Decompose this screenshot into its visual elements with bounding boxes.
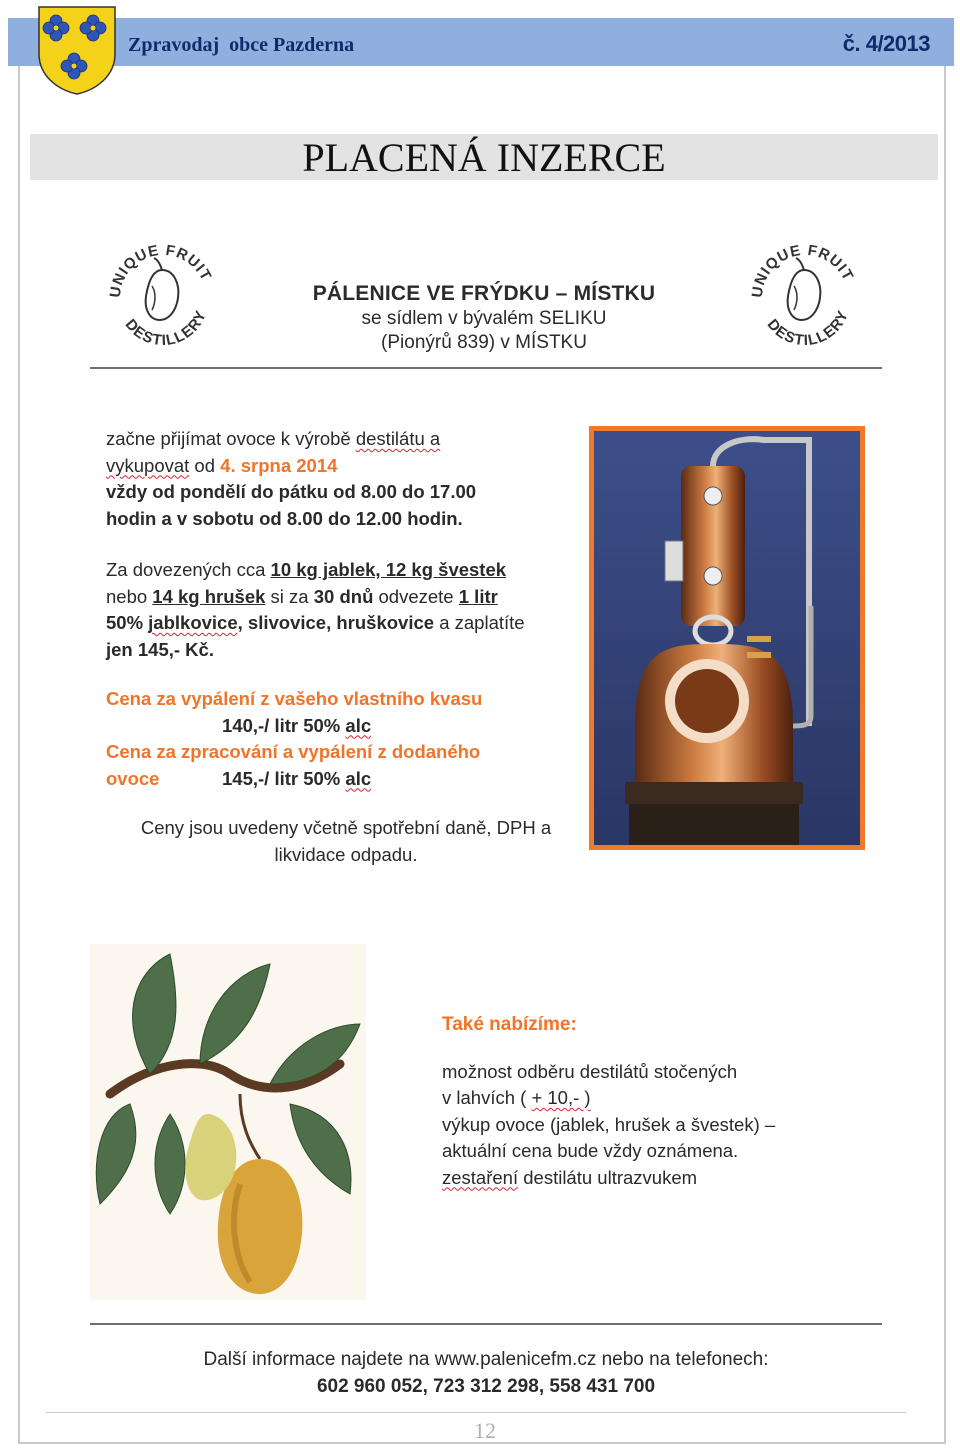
offer-part: Za dovezených cca [106, 559, 271, 580]
price-note [106, 815, 586, 868]
offer-part: 30 dnů [313, 585, 374, 607]
intro-part: destilátu a [355, 428, 441, 449]
coat-of-arms-icon [36, 4, 118, 96]
offer-part: si za [265, 585, 314, 607]
divider-top [90, 367, 882, 369]
page-frame-left [18, 66, 20, 1442]
svg-text:UNIQUE FRUIT: UNIQUE FRUIT [106, 241, 215, 299]
ad-title-line2: se sídlem v bývalém SELIKU [361, 308, 607, 329]
contact-phones: 602 960 052, 723 312 298, 558 431 700 [316, 1376, 656, 1397]
offer-part: 1 litr [458, 585, 498, 607]
ad-title-line1: PÁLENICE VE FRÝDKU – MÍSTKU [312, 282, 656, 305]
also-offering-item: + 10,- ) [531, 1087, 591, 1108]
offer-part: 14 kg hrušek [152, 585, 266, 607]
offer-part: 10 kg jablek, 12 kg švestek [270, 559, 507, 580]
also-offering-item: destilátu ultrazvukem [518, 1166, 698, 1188]
page-frame-right [944, 66, 946, 1442]
also-offering-item: aktuální cena bude vždy oznámena. [442, 1140, 739, 1161]
offer-part: a zaplatíte [434, 612, 525, 633]
opening-hours-2: hodin a v sobotu od 8.00 do 12.00 hodin. [106, 507, 463, 529]
price-2-value: 145,-/ litr 50% [222, 767, 346, 789]
price-2-unit: alc [345, 767, 372, 789]
svg-text:DESTILLERY: DESTILLERY [763, 307, 853, 350]
offer-part: 50% [106, 612, 149, 633]
copper-still-photo [589, 426, 865, 850]
price-note-line1: Ceny jsou uvedeny včetně spotřební daně, DPH a [140, 817, 552, 838]
price-note-line2: likvidace odpadu. [274, 843, 418, 865]
issue-number: č. 4/2013 [842, 31, 930, 56]
price-2-label: Cena za zpracování a vypálení z dodaného [106, 741, 481, 762]
offer-part: nebo [106, 585, 153, 607]
intro-part: vykupovat [106, 454, 190, 476]
svg-text:DESTILLERY: DESTILLERY [121, 307, 211, 350]
divider-bottom [90, 1323, 882, 1325]
also-offering-item: v lahvích ( [442, 1087, 532, 1108]
publication-title: Zpravodaj obce Pazderna [128, 34, 355, 56]
ad-title-line3: (Pionýrů 839) v MÍSTKU [381, 332, 587, 353]
opening-hours-1: vždy od pondělí do pátku od 8.00 do 17.00 [106, 481, 477, 502]
intro-part: začne přijímat ovoce k výrobě [106, 428, 356, 449]
also-offering-item: zestaření [442, 1166, 519, 1188]
offer-part: jablkovice [148, 612, 238, 633]
also-offering-item: výkup ovoce (jablek, hrušek a švestek) – [442, 1113, 776, 1135]
also-offering-heading: Také nabízíme: [442, 1014, 577, 1035]
intro-text [106, 426, 586, 532]
contact-line: Další informace najdete na www.palenicefm.cz nebo na telefonech: [203, 1349, 769, 1370]
price-list [106, 686, 586, 792]
offer-part: , slivovice, hruškovice [237, 612, 435, 633]
svg-text:UNIQUE FRUIT: UNIQUE FRUIT [748, 241, 857, 299]
intro-date: 4. srpna 2014 [220, 454, 338, 476]
contact-info [90, 1346, 882, 1400]
page-number: 12 [474, 1418, 496, 1443]
section-title: PLACENÁ INZERCE [302, 135, 666, 180]
also-offering-item: možnost odběru destilátů stočených [442, 1060, 738, 1082]
pear-illustration [90, 944, 366, 1300]
price-1-label: Cena za vypálení z vašeho vlastního kvasu [106, 688, 483, 709]
price-1-unit: alc [345, 714, 372, 736]
price-2-label-2: ovoce [106, 767, 160, 789]
offer-part: odvezete [373, 585, 459, 607]
offer-text [106, 557, 586, 663]
footer-rule [46, 1412, 906, 1413]
price-1-value: 140,-/ litr 50% [222, 714, 346, 736]
also-offering [442, 1012, 862, 1191]
offer-price: jen 145,- Kč. [106, 638, 214, 660]
intro-part: od [189, 454, 221, 476]
ad-title [200, 282, 768, 354]
